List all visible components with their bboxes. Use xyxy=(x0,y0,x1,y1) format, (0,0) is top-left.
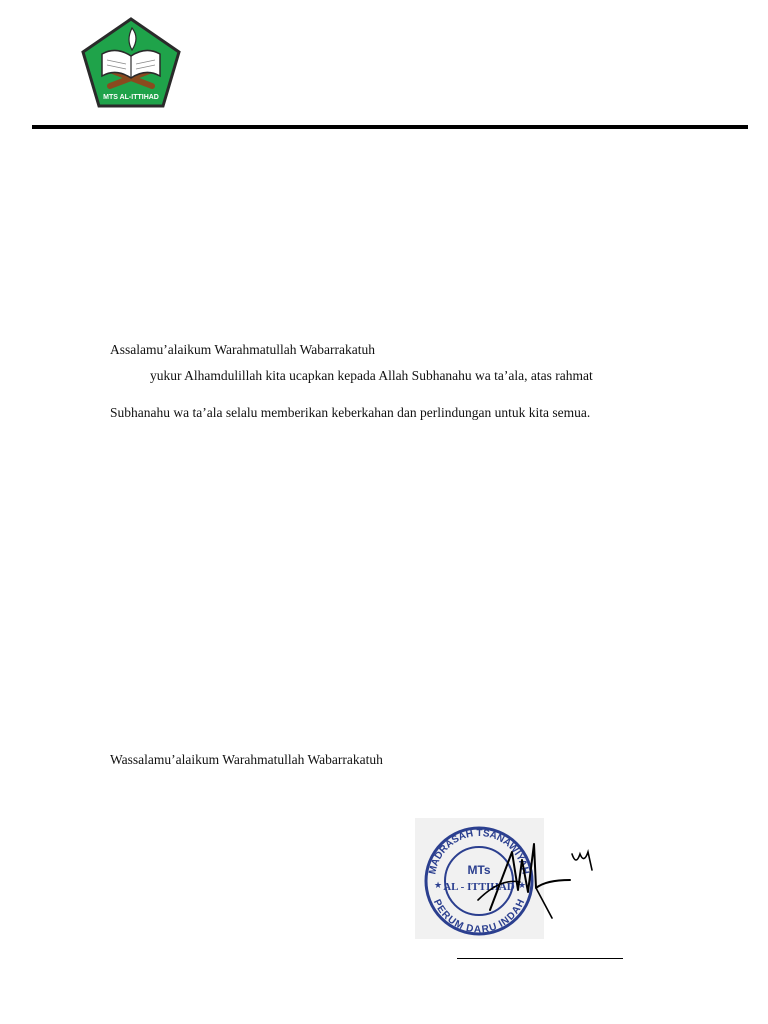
stamp-center-top: MTs xyxy=(467,863,491,877)
signature-line xyxy=(457,958,623,959)
stamp-center-main: AL - ITTIHAD xyxy=(443,881,515,893)
stamp-bottom-text: PERUM DARU INDAH xyxy=(430,897,528,936)
school-logo xyxy=(80,16,182,110)
stamp-star-icon: ★ xyxy=(434,881,443,891)
paragraph-1: yukur Alhamdulillah kita ucapkan kepada Allah Subhanahu wa ta’ala, atas rahmat xyxy=(150,368,593,383)
logo-caption: MTS AL-ITTIHAD xyxy=(103,94,159,101)
paragraph-2: Subhanahu wa ta’ala selalu memberikan keberkahan dan perlindungan untuk kita semua. xyxy=(110,405,591,420)
closing: Wassalamu’alaikum Warahmatullah Wabarrakatuh xyxy=(110,752,383,767)
greeting: Assalamu’alaikum Warahmatullah Wabarrakatuh xyxy=(110,342,375,357)
header-divider xyxy=(32,125,748,129)
handwritten-signature xyxy=(460,830,600,925)
stamp-top-text: MADRASAH TSANAWIYAH xyxy=(427,827,531,876)
stamp-star-icon: ★ xyxy=(518,881,527,891)
